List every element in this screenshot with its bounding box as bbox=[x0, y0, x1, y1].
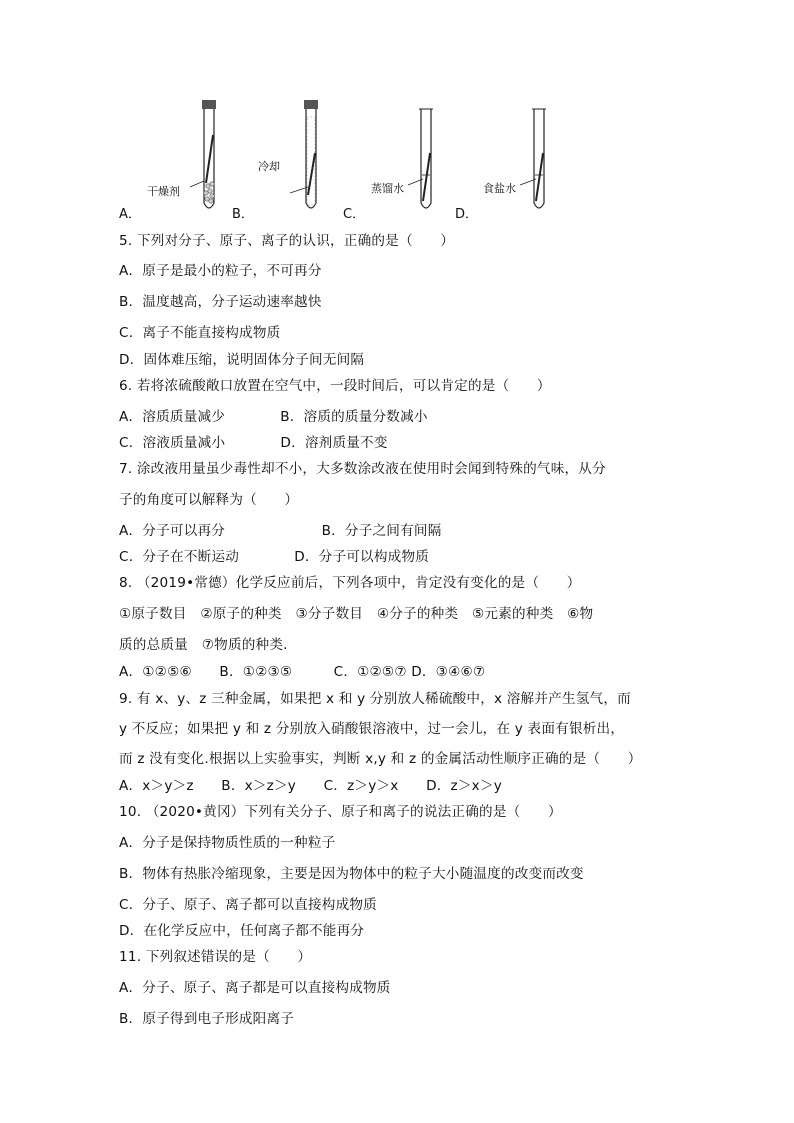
q5-option-b: B．温度越高，分子运动速率越快 bbox=[119, 294, 322, 310]
test-tube-figure bbox=[0, 95, 794, 220]
tube-b bbox=[290, 100, 318, 208]
q10-option-c: C．分子、原子、离子都可以直接构成物质 bbox=[119, 897, 377, 913]
question-9-stem-cont2: 而 z 没有变化.根据以上实验事实，判断 x,y 和 z 的金属活动性顺序正确的是（ ） bbox=[119, 751, 642, 767]
q10-option-b: B．物体有热胀冷缩现象，主要是因为物体中的粒子大小随温度的改变而改变 bbox=[119, 866, 584, 882]
q5-option-d: D．固体难压缩，说明固体分子间无间隔 bbox=[119, 352, 365, 368]
tube-c bbox=[408, 109, 433, 208]
q5-option-a: A．原子是最小的粒子，不可再分 bbox=[119, 263, 322, 279]
option-c-label: C． bbox=[343, 207, 366, 222]
q8-options: A．①②⑤⑥ B．①②③⑤ C．①②⑤⑦ D．③④⑥⑦ bbox=[119, 664, 486, 680]
q8-items: ①原子数目 ②原子的种类 ③分子数目 ④分子的种类 ⑤元素的种类 ⑥物 bbox=[119, 606, 594, 622]
option-b-label: B． bbox=[232, 207, 254, 222]
test-tubes-illustration bbox=[0, 95, 794, 220]
cooling-label: 冷却 bbox=[258, 160, 280, 173]
question-10-stem: 10. （2020•黄冈）下列有关分子、原子和离子的说法正确的是（ ） bbox=[119, 804, 562, 820]
distilled-water-label: 蒸馏水 bbox=[371, 182, 404, 195]
tube-d bbox=[520, 109, 546, 208]
question-6-stem: 6. 若将浓硫酸敞口放置在空气中，一段时间后，可以肯定的是（ ） bbox=[119, 378, 551, 394]
q7-options-ab: A．分子可以再分 B．分子之间有间隔 bbox=[119, 523, 442, 539]
q10-option-a: A．分子是保持物质性质的一种粒子 bbox=[119, 835, 336, 851]
question-11-stem: 11. 下列叙述错误的是（ ） bbox=[119, 949, 312, 965]
question-9-stem: 9. 有 x、y、z 三种金属，如果把 x 和 y 分别放人稀硫酸中，x 溶解并产生氢气，而 bbox=[119, 691, 631, 707]
q9-options: A．x＞y＞z B．x＞z＞y C．z＞y＞x D．z＞x＞y bbox=[119, 778, 502, 794]
question-8-stem: 8. （2019•常德）化学反应前后，下列各项中，肯定没有变化的是（ ） bbox=[119, 575, 581, 591]
salt-water-label: 食盐水 bbox=[483, 182, 516, 195]
q11-option-a: A．分子、原子、离子都是可以直接构成物质 bbox=[119, 980, 391, 996]
q7-options-cd: C．分子在不断运动 D．分子可以构成物质 bbox=[119, 549, 430, 565]
q8-items-cont: 质的总质量 ⑦物质的种类. bbox=[119, 637, 288, 653]
q10-option-d: D．在化学反应中，任何离子都不能再分 bbox=[119, 923, 365, 939]
q5-option-c: C．离子不能直接构成物质 bbox=[119, 325, 281, 341]
desiccant-label: 干燥剂 bbox=[147, 185, 180, 198]
option-d-label: D． bbox=[455, 207, 479, 222]
question-5-stem: 5. 下列对分子、原子、离子的认识，正确的是（ ） bbox=[119, 233, 455, 249]
tube-a bbox=[190, 100, 216, 208]
question-7-stem-cont: 子的角度可以解释为（ ） bbox=[119, 492, 299, 508]
q6-options-cd: C．溶液质量减小 D．溶剂质量不变 bbox=[119, 435, 388, 451]
question-7-stem: 7. 涂改液用量虽少毒性却不小，大多数涂改液在使用时会闻到特殊的气味，从分 bbox=[119, 461, 606, 477]
q11-option-b: B．原子得到电子形成阳离子 bbox=[119, 1011, 295, 1027]
option-a-label: A． bbox=[119, 207, 141, 222]
question-9-stem-cont: y 不反应；如果把 y 和 z 分别放入硝酸银溶液中，过一会儿，在 y 表面有银析出， bbox=[119, 721, 625, 737]
q6-options-ab: A．溶质质量减少 B．溶质的质量分数减小 bbox=[119, 409, 428, 425]
